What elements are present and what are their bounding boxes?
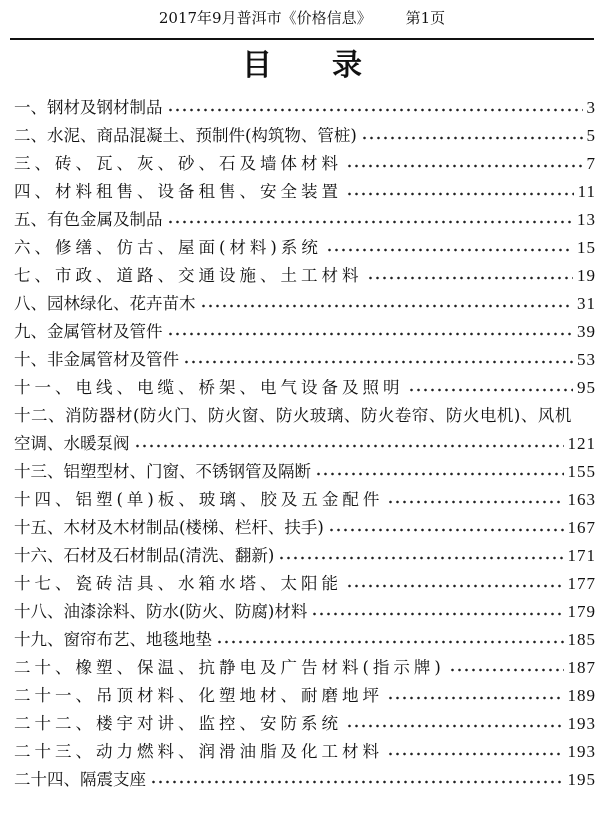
- toc-entry-page: 39: [577, 322, 596, 341]
- toc-entry[interactable]: [14, 398, 596, 426]
- toc-entry[interactable]: [14, 258, 596, 286]
- toc-entry-page: 189: [567, 686, 596, 705]
- toc-entry-label: 十五、木材及木材制品(楼梯、栏杆、扶手): [14, 518, 324, 537]
- toc-entry-page: 11: [577, 182, 596, 201]
- dot-leader: [346, 163, 583, 169]
- dot-leader: [346, 723, 564, 729]
- toc-entry[interactable]: [14, 622, 596, 650]
- toc-entry-label: 二十、橡塑、保温、抗静电及广告材料(指示牌): [14, 658, 445, 677]
- toc-entry-page: 121: [567, 434, 596, 453]
- dot-leader: [278, 555, 563, 561]
- toc-entry-page: 15: [577, 238, 596, 257]
- dot-leader: [408, 387, 574, 393]
- toc-entry-page: 193: [567, 742, 596, 761]
- toc-entry[interactable]: [14, 650, 596, 678]
- dot-leader: [167, 219, 574, 225]
- toc-entry-page: 171: [567, 546, 596, 565]
- dot-leader: [216, 639, 564, 645]
- toc-entry-page: 19: [577, 266, 596, 285]
- page-header: [0, 4, 604, 32]
- toc-entry[interactable]: [14, 342, 596, 370]
- dot-leader: [150, 779, 564, 785]
- dot-leader: [311, 611, 563, 617]
- toc-entry-page: 177: [567, 574, 596, 593]
- toc-entry-label: 空调、水暖泵阀: [14, 434, 130, 453]
- toc-entry-page: 193: [567, 714, 596, 733]
- toc-entry[interactable]: [14, 314, 596, 342]
- toc-entry-page: 95: [577, 378, 596, 397]
- dot-leader: [134, 443, 564, 449]
- dot-leader: [315, 471, 564, 477]
- header-page-number: 第1页: [405, 9, 446, 27]
- toc-entry-label: 十一、电线、电缆、桥架、电气设备及照明: [14, 378, 404, 397]
- toc-entry-page: 155: [567, 462, 596, 481]
- toc-entry[interactable]: [14, 678, 596, 706]
- toc-entry-label: 七、市政、道路、交通设施、土工材料: [14, 266, 363, 285]
- toc-entry-continuation[interactable]: [14, 426, 596, 454]
- dot-leader: [328, 527, 564, 533]
- toc-entry-page: 185: [567, 630, 596, 649]
- toc-entry-label: 一、钢材及钢材制品: [14, 98, 163, 117]
- toc-entry-label: 五、有色金属及制品: [14, 210, 163, 229]
- dot-leader: [183, 359, 573, 365]
- toc-entry-label: 六、修缮、仿古、屋面(材料)系统: [14, 238, 322, 257]
- dot-leader: [387, 751, 564, 757]
- toc-entry[interactable]: [14, 146, 596, 174]
- toc-entry[interactable]: [14, 762, 596, 790]
- toc-entry-label: 十九、窗帘布艺、地毯地垫: [14, 630, 212, 649]
- toc-entry-label: 十八、油漆涂料、防水(防火、防腐)材料: [14, 602, 308, 621]
- toc-entry[interactable]: [14, 286, 596, 314]
- toc-entry-label: 十四、铝塑(单)板、玻璃、胶及五金配件: [14, 490, 384, 509]
- toc-entry[interactable]: [14, 734, 596, 762]
- header-rule: [10, 38, 594, 40]
- toc-entry-page: 167: [567, 518, 596, 537]
- dot-leader: [167, 107, 583, 113]
- toc-entry-label: 三、砖、瓦、灰、砂、石及墙体材料: [14, 154, 342, 173]
- toc-entry-label: 十七、瓷砖洁具、水箱水塔、太阳能: [14, 574, 342, 593]
- toc-entry-label: 二十二、楼宇对讲、监控、安防系统: [14, 714, 342, 733]
- toc-entry-label: 十六、石材及石材制品(清洗、翻新): [14, 546, 275, 565]
- toc-entry-label: 十三、铝塑型材、门窗、不锈钢管及隔断: [14, 462, 311, 481]
- dot-leader: [200, 303, 574, 309]
- dot-leader: [346, 191, 574, 197]
- toc-entry-page: 53: [577, 350, 596, 369]
- dot-leader: [326, 247, 573, 253]
- toc-entry[interactable]: [14, 538, 596, 566]
- toc-entry-label: 四、材料租售、设备租售、安全装置: [14, 182, 342, 201]
- toc-entry[interactable]: [14, 594, 596, 622]
- toc-entry-label: 二十一、吊顶材料、化塑地材、耐磨地坪: [14, 686, 383, 705]
- dot-leader: [449, 667, 564, 673]
- dot-leader: [387, 499, 563, 505]
- toc-entry-page: 195: [567, 770, 596, 789]
- toc-entry[interactable]: [14, 118, 596, 146]
- toc-entry[interactable]: [14, 230, 596, 258]
- toc-entry-page: 163: [567, 490, 596, 509]
- dot-leader: [387, 695, 564, 701]
- dot-leader: [346, 583, 564, 589]
- toc-entry-page: 31: [577, 294, 596, 313]
- toc-title: 目录: [242, 48, 422, 83]
- dot-leader: [367, 275, 574, 281]
- toc-entry[interactable]: [14, 202, 596, 230]
- toc-entry-label: 十、非金属管材及管件: [14, 350, 179, 369]
- toc-entry-page: 5: [586, 126, 596, 145]
- toc-entry[interactable]: [14, 706, 596, 734]
- toc-entry-page: 179: [567, 602, 596, 621]
- dot-leader: [167, 331, 574, 337]
- toc-entry[interactable]: [14, 370, 596, 398]
- table-of-contents: [14, 90, 596, 790]
- dot-leader: [361, 135, 583, 141]
- toc-entry[interactable]: [14, 482, 596, 510]
- toc-entry[interactable]: [14, 454, 596, 482]
- toc-entry[interactable]: [14, 90, 596, 118]
- toc-entry[interactable]: [14, 566, 596, 594]
- toc-entry-label: 二十三、动力燃料、润滑油脂及化工材料: [14, 742, 383, 761]
- toc-entry[interactable]: [14, 510, 596, 538]
- toc-entry-label: 二、水泥、商品混凝土、预制件(构筑物、管桩): [14, 126, 357, 145]
- toc-entry-page: 13: [577, 210, 596, 229]
- toc-entry[interactable]: [14, 174, 596, 202]
- toc-entry-label: 二十四、隔震支座: [14, 770, 146, 789]
- toc-entry-label: 九、金属管材及管件: [14, 322, 163, 341]
- header-title: 2017年9月普洱市《价格信息》: [158, 9, 372, 27]
- toc-entry-label: 十二、消防器材(防火门、防火窗、防火玻璃、防火卷帘、防火电机)、风机: [14, 406, 572, 425]
- toc-entry-page: 7: [586, 154, 596, 173]
- toc-entry-page: 3: [586, 98, 596, 117]
- toc-entry-page: 187: [567, 658, 596, 677]
- toc-entry-label: 八、园林绿化、花卉苗木: [14, 294, 196, 313]
